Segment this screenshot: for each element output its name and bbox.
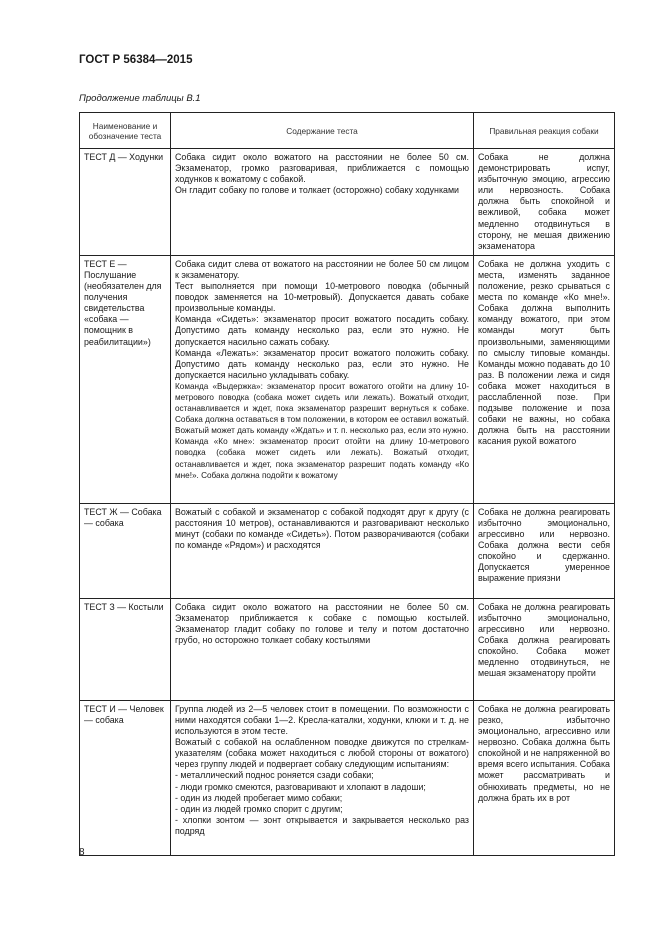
header-test-content: Содержание теста [171,113,474,149]
table-row [80,700,615,855]
content-paragraph: Собака сидит около вожатого на расстоянии не более 50 см. Экзаменатор приближается к собаке с помощью костылей. Экзаменатор гладит собаку по голове и телу и потом достаточно грубо, но осторожно толкает собаку костылями [175,601,469,646]
content-paragraph: Группа людей из 2—5 человек стоит в помещении. По возможности с ними находятся собаки 1—2. Кресла-каталки, ходунки, клюки и т. д. не используются в этом тесте. [175,703,469,737]
dog-reaction: Собака не должна уходить с места, изменять заданное положение, резко срываться с места по команде «Ко мне!». Собака должна выполнить команду вожатого, при этом команды могут быть произвольными, заменяющими по смыслу типовые команды. Команды можно подавать до 10 раз. В положении лежа и сидя собака может находиться в расслабленной позе. При подзыве положение и поза собаки не важны, но собака должна быть на расстоянии касания рукой вожатого [474,255,615,503]
content-list-item: - один из людей громко спорит с другим; [175,803,343,814]
test-content [171,503,474,598]
content-list-item: - один из людей пробегает мимо собаки; [175,792,343,803]
table-row [80,255,615,503]
dog-reaction: Собака не должна реагировать избыточно эмоционально, агрессивно или нервозно. Собака должна вести себя спокойно и сдержанно. Допускается умеренное выражение приязни [474,503,615,598]
content-paragraph: Собака сидит слева от вожатого на расстоянии не более 50 см лицом к экзаменатору. [175,258,469,280]
dog-reaction: Собака не должна реагировать резко, избыточно эмоционально, агрессивно или нервозно. Собака должна быть спокойной и не напряженной во время всего испытания. Собака может рассматривать и обнюхивать предметы, но не должна брать их в рот [474,700,615,855]
content-paragraph: Тест выполняется при помощи 10-метрового поводка (обычный поводок заменяется на 10-метровый). Допускается давать собаке произвольные команды. [175,281,469,314]
test-content [171,598,474,700]
content-paragraph: Вожатый с собакой на ослабленном поводке движутся по стрелкам-указателям (собака может находиться с любой стороны от вожатого) через группу людей и подвергает собаку следующим испытаниям: [175,737,469,770]
content-paragraph: Команда «Сидеть»: экзаменатор просит вожатого посадить собаку. Допустимо дать команду несколько раз, если это нужно. Не допускается насильно сажать собаку. [175,314,469,347]
standard-header: ГОСТ Р 56384—2015 [79,54,193,66]
test-name: ТЕСТ З — Костыли [80,598,171,700]
content-paragraph: Команда «Выдержка»: экзаменатор просит вожатого отойти на длину 10-метрового поводка (собака может сидеть или лежать). Вожатый отходит, останавливается и ждет, пока экзаменатор разрешит вернуться к собаке. Собака должна оставаться в том положении, в котором ее оставил вожатый. Вожатый может дать команду «Ждать» и т. п. несколько раз, если это нужно. [175,381,469,436]
content-paragraph: Команда «Ко мне»: экзаменатор просит отойти на длину 10-метрового поводка (собака может сидеть или лежать). Вожатый отходит, останавливается и ждет, пока экзаменатор разрешит подать команду «Ко мне!». Собака должна подойти к вожатому [175,437,469,480]
dog-reaction: Собака не должна реагировать избыточно эмоционально, агрессивно или нервозно. Собака должна реагировать спокойно. Собака может медленно отодвинуться, не мешая экзаменатору пройти [474,598,615,700]
content-paragraph: Собака сидит около вожатого на расстоянии не более 50 см. Экзаменатор, громко разговаривая, приближается с помощью ходунков к вожатому с собакой. [175,152,469,185]
test-table [79,112,615,856]
table-row [80,149,615,256]
table-row [80,503,615,598]
content-paragraph: Вожатый с собакой и экзаменатор с собакой подходят друг к другу (с расстояния 10 метров), останавливаются и разговаривают несколько минут (собаки по команде «Сидеть»). Потом разворачиваются (собаки по команде «Рядом») и расходятся [175,506,469,551]
test-content [171,255,474,503]
test-content [171,149,474,256]
test-name: ТЕСТ Е — Послушание (необязателен для получения свидетельства «собака — помощник в реабилитации») [80,255,171,503]
test-name: ТЕСТ Д — Ходунки [80,149,171,256]
content-paragraph: Он гладит собаку по голове и толкает (осторожно) собаку ходунками [175,185,460,196]
table-header-row [80,113,615,149]
test-content [171,700,474,855]
table-caption: Продолжение таблицы В.1 [79,93,201,104]
table-row [80,598,615,700]
content-paragraph: Команда «Лежать»: экзаменатор просит вожатого положить собаку. Допустимо дать команду несколько раз, если это нужно. Не допускается насильно укладывать собаку. [175,347,469,380]
content-list-item: - люди громко смеются, разговаривают и хлопают в ладоши; [175,781,426,792]
page-number: 8 [79,847,85,858]
dog-reaction: Собака не должна демонстрировать испуг, избыточную эмоцию, агрессию или нервозность. Собака должна быть спокойной и вежливой, собака может медленно отодвинуться в сторону, не мешая движению экзаменатора [474,149,615,256]
content-list-item: - хлопки зонтом — зонт открывается и закрывается несколько раз подряд [175,814,469,836]
header-dog-reaction: Правильная реакция собаки [474,113,615,149]
header-test-name: Наименование и обозначение теста [80,113,171,149]
content-list-item: - металлический поднос роняется сзади собаки; [175,770,374,781]
test-name: ТЕСТ Ж — Собака — собака [80,503,171,598]
test-name: ТЕСТ И — Человек — собака [80,700,171,855]
